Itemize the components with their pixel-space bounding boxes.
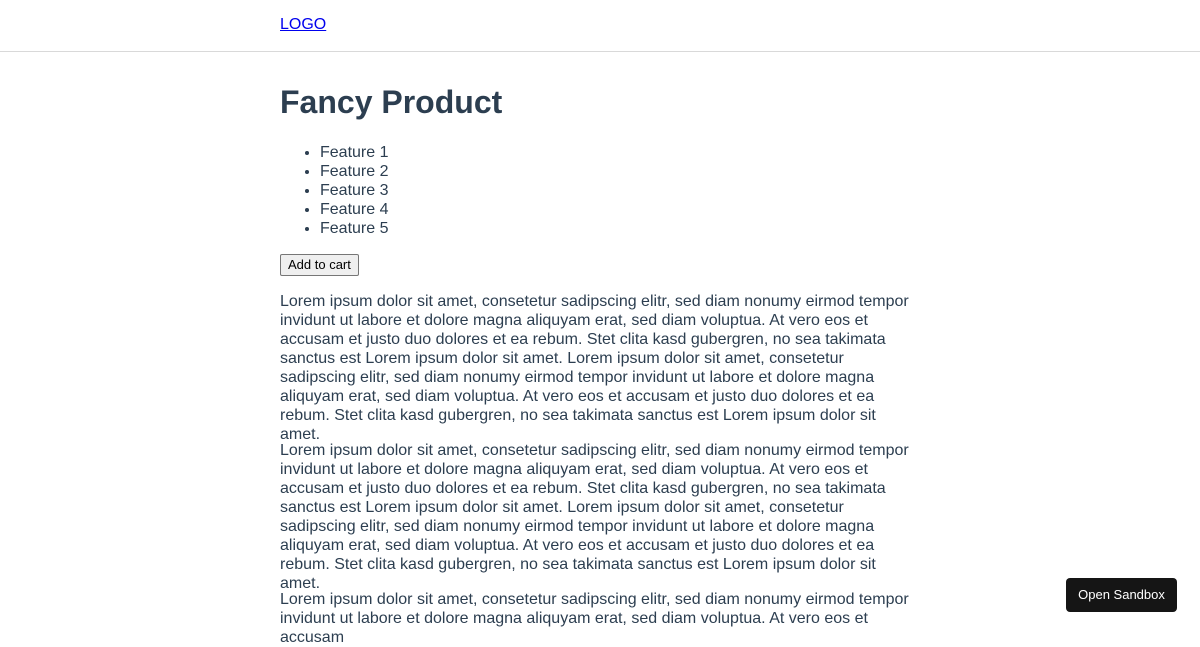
feature-list — [280, 143, 388, 238]
feature-item: • Feature 5 — [320, 219, 388, 238]
add-to-cart-button[interactable]: Add to cart — [280, 254, 359, 276]
open-sandbox-button[interactable]: Open Sandbox — [1066, 578, 1177, 612]
description-paragraph: Lorem ipsum dolor sit amet, consetetur sadipscing elitr, sed diam nonumy eirmod tempor invidunt ut labore et dolore magna aliquyam erat, sed diam voluptua. At vero eos et accusam — [280, 591, 909, 646]
description-paragraph: Lorem ipsum dolor sit amet, consetetur sadipscing elitr, sed diam nonumy eirmod tempor invidunt ut labore et dolore magna aliquyam erat, sed diam voluptua. At vero eos et accusam et justo duo dolores et ea rebum. Stet clita kasd gubergren, no sea takimata sanctus est Lorem ipsum dolor sit amet. Lorem ipsum dolor sit amet, consetetur sadipscing elitr, sed diam nonumy eirmod tempor invidunt ut labore et dolore magna aliquyam erat, sed diam voluptua. At vero eos et accusam et justo duo dolores et ea rebum. Stet clita kasd gubergren, no sea takimata sanctus est Lorem ipsum dolor sit amet. — [280, 442, 909, 592]
feature-item: • Feature 1 — [320, 143, 388, 162]
site-header — [0, 0, 1200, 52]
product-title: Fancy Product — [280, 84, 503, 120]
feature-item: • Feature 2 — [320, 162, 388, 181]
description-paragraph: Lorem ipsum dolor sit amet, consetetur sadipscing elitr, sed diam nonumy eirmod tempor invidunt ut labore et dolore magna aliquyam erat, sed diam voluptua. At vero eos et accusam et justo duo dolores et ea rebum. Stet clita kasd gubergren, no sea takimata sanctus est Lorem ipsum dolor sit amet. Lorem ipsum dolor sit amet, consetetur sadipscing elitr, sed diam nonumy eirmod tempor invidunt ut labore et dolore magna aliquyam erat, sed diam voluptua. At vero eos et accusam et justo duo dolores et ea rebum. Stet clita kasd gubergren, no sea takimata sanctus est Lorem ipsum dolor sit amet. — [280, 293, 909, 443]
logo-link[interactable]: LOGO — [280, 16, 327, 33]
feature-item: • Feature 4 — [320, 200, 388, 219]
feature-item: • Feature 3 — [320, 181, 388, 200]
